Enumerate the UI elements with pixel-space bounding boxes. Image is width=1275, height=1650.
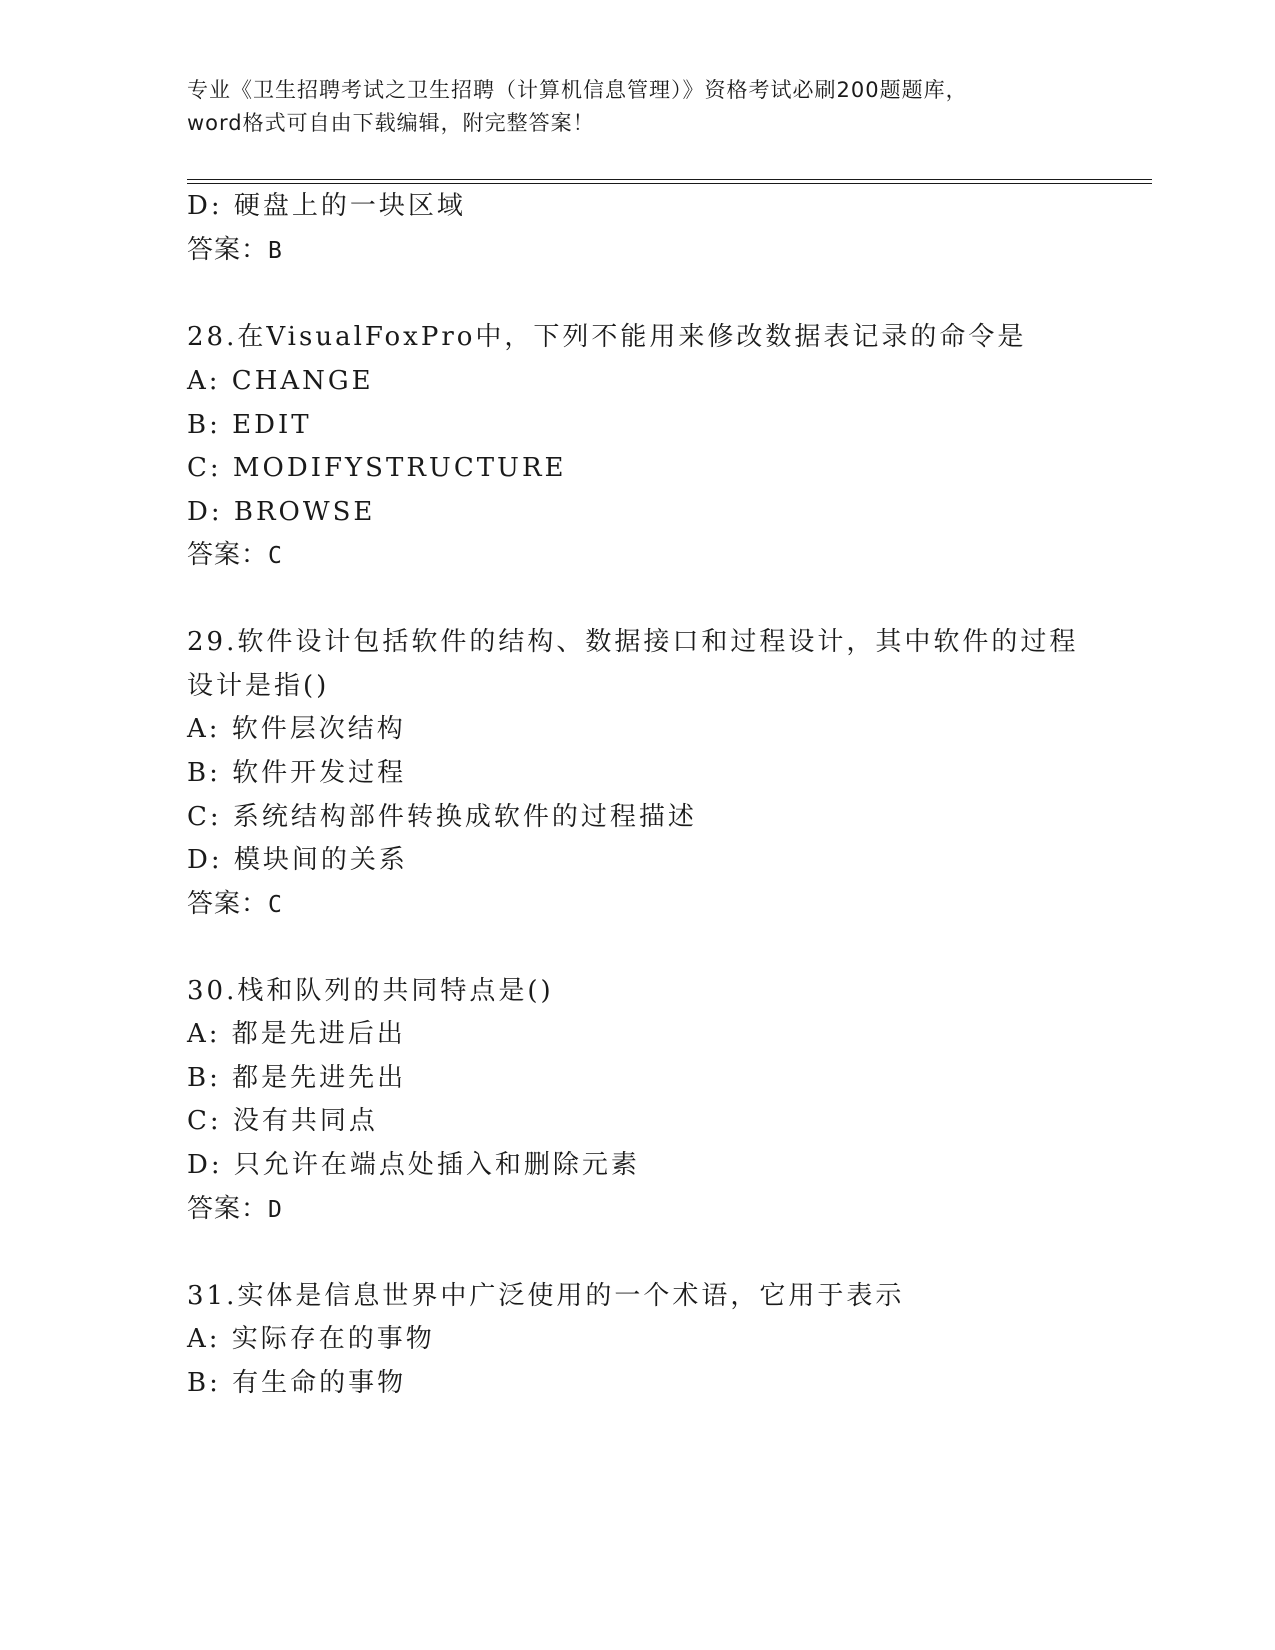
q30-option-c: C: 没有共同点 [187,1106,378,1136]
q30-answer [187,1192,283,1227]
q29-option-b: B: 软件开发过程 [187,758,407,788]
q30-answer-value: D [268,1197,283,1223]
q28-option-c: C: MODIFYSTRUCTURE [187,453,567,483]
q27-answer-value: B [268,238,283,264]
q29-answer-value: C [268,892,283,918]
q29-option-c: C: 系统结构部件转换成软件的过程描述 [187,802,697,832]
q28-answer [187,538,283,573]
q29-option-d: D: 模块间的关系 [187,845,408,875]
q29-stem-line-2: 设计是指() [187,671,330,701]
q30-stem: 30.栈和队列的共同特点是() [187,976,554,1006]
q28-option-d: D: BROWSE [187,497,376,527]
q28-answer-value: C [268,543,283,569]
header-title-line-2: word格式可自由下载编辑，附完整答案！ [187,111,595,135]
q29-stem-line-1: 29.软件设计包括软件的结构、数据接口和过程设计，其中软件的过程 [187,627,1079,657]
header-divider-top [187,179,1152,180]
q29-answer [187,887,283,922]
document-header [187,74,1087,140]
q27-option-d: D: 硬盘上的一块区域 [187,191,466,221]
q28-stem: 28.在VisualFoxPro中，下列不能用来修改数据表记录的命令是 [187,322,1027,352]
header-title-line-1: 专业《卫生招聘考试之卫生招聘（计算机信息管理）》资格考试必刷200题题库， [187,78,968,102]
q28-option-a: A: CHANGE [187,366,374,396]
q27-answer [187,233,283,268]
q30-option-a: A: 都是先进后出 [187,1019,406,1049]
header-divider-bottom [187,183,1152,184]
q31-option-b: B: 有生命的事物 [187,1368,407,1398]
q30-option-d: D: 只允许在端点处插入和删除元素 [187,1150,640,1180]
q31-option-a: A: 实际存在的事物 [187,1324,435,1354]
answer-prefix: 答案： [187,235,269,265]
q28-option-b: B: EDIT [187,410,312,440]
q31-stem: 31.实体是信息世界中广泛使用的一个术语，它用于表示 [187,1281,905,1311]
answer-prefix: 答案： [187,1194,269,1224]
answer-prefix: 答案： [187,889,269,919]
answer-prefix: 答案： [187,540,269,570]
q30-option-b: B: 都是先进先出 [187,1063,407,1093]
q29-option-a: A: 软件层次结构 [187,714,406,744]
